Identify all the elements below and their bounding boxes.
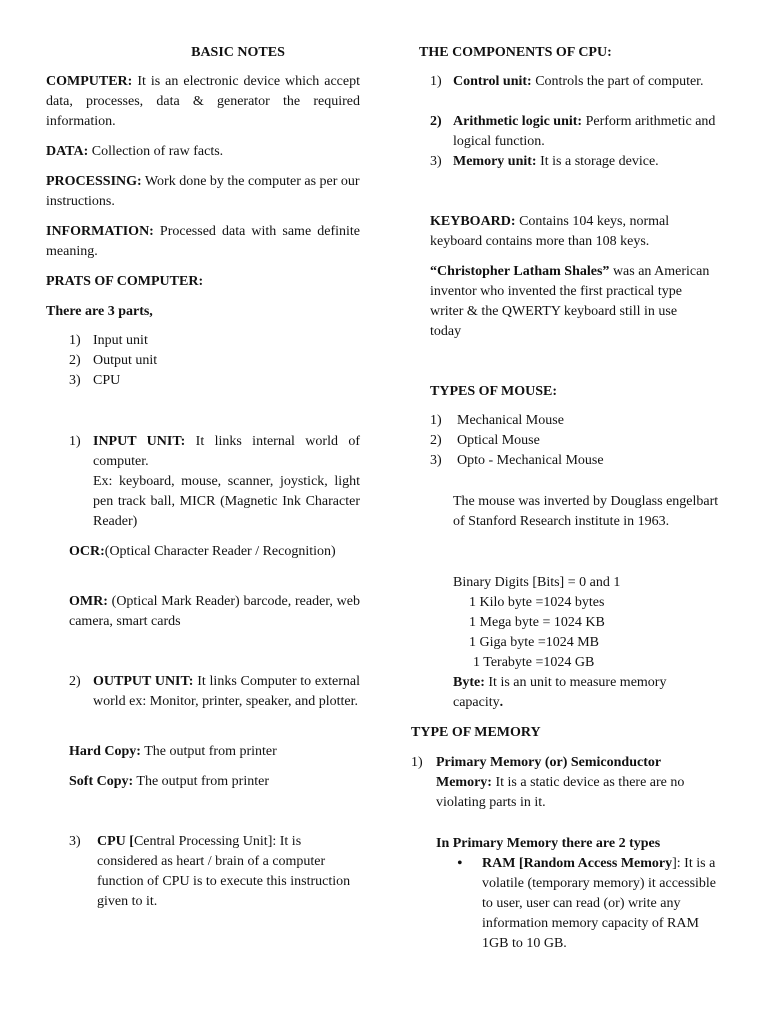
input-unit-definition: INPUT UNIT: It links internal world of computer. Ex: keyboard, mouse, scanner, joystick, light pen track ball, MICR (Magnetic Ink Character Reader) (93, 434, 360, 529)
ram-definition: RAM [Random Access Memory]: It is a volatile (temporary memory) it accessible to user, user can read (or) write any information memory capacity of RAM 1GB to 10 GB. (482, 856, 717, 951)
mouse-history-note: The mouse was inverted by Douglass engelbart of Stanford Research institute in 1963. (453, 494, 719, 529)
gigabyte-line: 1 Giga byte =1024 MB (469, 635, 599, 650)
terabyte-line: 1 Terabyte =1024 GB (473, 655, 595, 670)
parts-heading: PRATS OF COMPUTER: (46, 274, 204, 289)
list-item: 3) Opto - Mechanical Mouse (430, 453, 604, 468)
primary-types-heading: In Primary Memory there are 2 types (436, 836, 661, 851)
input-unit-number: 1) (69, 434, 81, 449)
cpu-number: 3) (69, 834, 81, 849)
primary-memory-number: 1) (411, 755, 423, 770)
bullet-icon: • (457, 855, 463, 872)
information-definition: INFORMATION: Processed data with same definite meaning. (46, 224, 360, 259)
megabyte-line: 1 Mega byte = 1024 KB (469, 615, 605, 630)
page-title: BASIC NOTES (191, 45, 285, 60)
cpu-definition: CPU [Central Processing Unit]: It is considered as heart / brain of a computer function of CPU is to execute this instruction given to it. (97, 834, 351, 909)
primary-memory-definition: Primary Memory (or) Semiconductor Memory: It is a static device as there are no violating parts in it. (436, 755, 685, 810)
output-unit-number: 2) (69, 674, 81, 689)
parts-list (69, 331, 329, 391)
mouse-list (430, 411, 720, 471)
list-item: 1) Input unit (69, 333, 148, 348)
processing-definition: PROCESSING: Work done by the computer as per our instructions. (46, 174, 360, 209)
hard-copy-definition: Hard Copy: The output from printer (69, 744, 277, 759)
computer-definition: COMPUTER: It is an electronic device which accept data, processes, data & generator the required information. (46, 74, 360, 129)
list-item: 1) Mechanical Mouse (430, 413, 564, 428)
sholes-note: “Christopher Latham Shales” was an American inventor who invented the first practical type writer & the QWERTY keyboard still in use today (430, 264, 710, 339)
parts-intro: There are 3 parts, (46, 304, 153, 319)
component-item: Arithmetic logic unit: Perform arithmetic and logical function. (453, 114, 716, 149)
keyboard-definition: KEYBOARD: Contains 104 keys, normal keyboard contains more than 108 keys. (430, 214, 670, 249)
byte-definition: Byte: It is an unit to measure memory capacity. (453, 675, 667, 710)
component-number: 1) (430, 74, 442, 89)
list-item: 2) Output unit (69, 353, 158, 368)
binary-digits-line: Binary Digits [Bits] = 0 and 1 (453, 575, 621, 590)
list-item: 3) CPU (69, 373, 121, 388)
kilobyte-line: 1 Kilo byte =1024 bytes (469, 595, 605, 610)
mouse-heading: TYPES OF MOUSE: (430, 384, 558, 399)
omr-definition: OMR: (Optical Mark Reader) barcode, reader, web camera, smart cards (69, 594, 360, 629)
data-definition: DATA: Collection of raw facts. (46, 144, 224, 159)
component-item: Memory unit: It is a storage device. (453, 154, 659, 169)
list-item: 2) Optical Mouse (430, 433, 540, 448)
soft-copy-definition: Soft Copy: The output from printer (69, 774, 269, 789)
memory-heading: TYPE OF MEMORY (411, 725, 541, 740)
component-number: 2) (430, 114, 442, 129)
components-heading: THE COMPONENTS OF CPU: (419, 45, 612, 60)
component-item: Control unit: Controls the part of computer. (453, 74, 704, 89)
ocr-definition: OCR:(Optical Character Reader / Recognition) (69, 544, 336, 559)
component-number: 3) (430, 154, 442, 169)
output-unit-definition: OUTPUT UNIT: It links Computer to external world ex: Monitor, printer, speaker, and plotter. (93, 674, 361, 709)
